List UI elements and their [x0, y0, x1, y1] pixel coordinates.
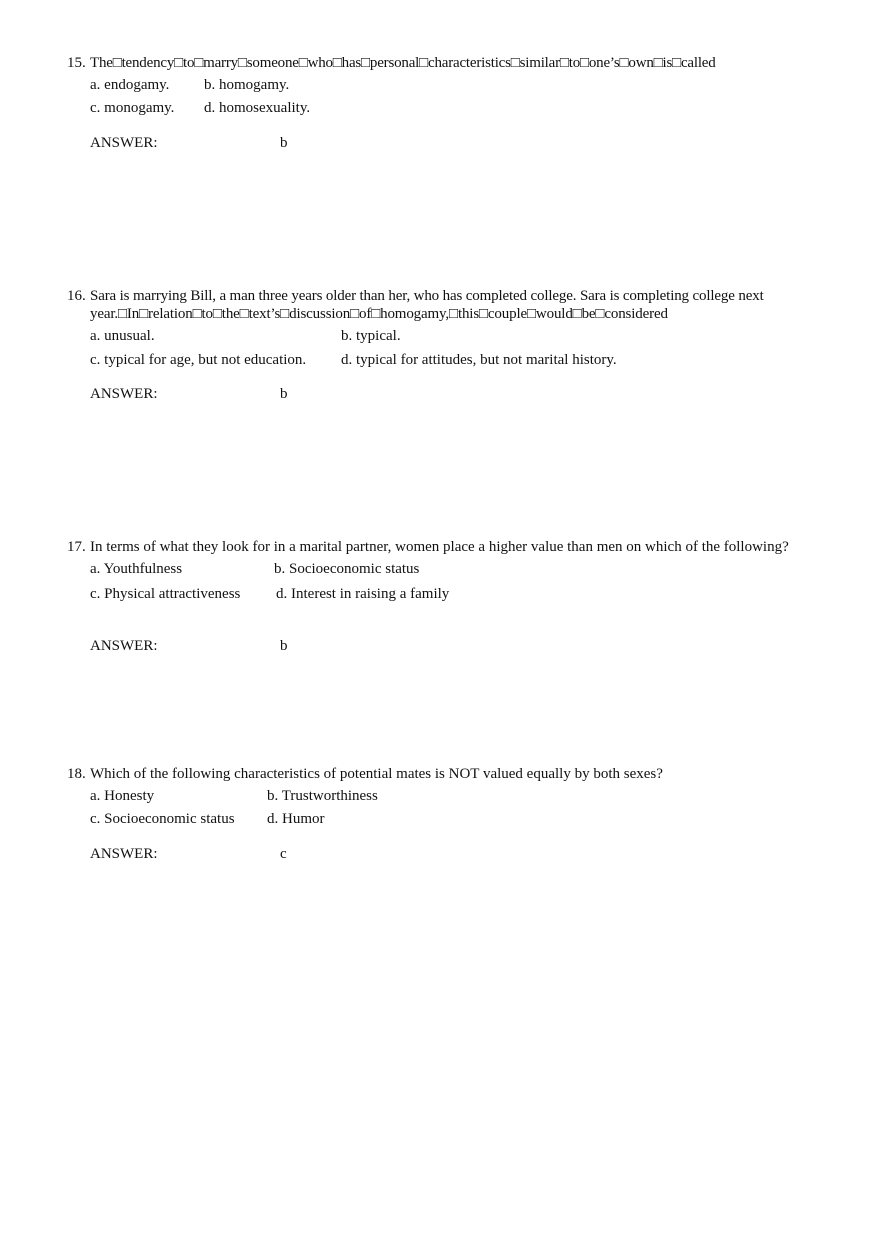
question-number: 18.: [67, 766, 86, 782]
question-text: In terms of what they look for in a marital partner, women place a higher value than men on which of the following?: [90, 539, 789, 555]
question-stem: [67, 765, 827, 783]
option-d: d. Humor: [267, 811, 325, 827]
question-text: Which of the following characteristics of potential mates is NOT valued equally by both sexes?: [90, 766, 663, 782]
question-number: 15.: [67, 55, 86, 71]
option-c: c. monogamy.: [90, 100, 175, 116]
answer-label: ANSWER:: [90, 638, 158, 654]
options-list: [90, 323, 827, 373]
option-b: b. typical.: [341, 328, 401, 344]
option-d: d. homosexuality.: [204, 100, 311, 116]
answer-label: ANSWER:: [90, 846, 158, 862]
answer-row: [90, 845, 287, 863]
question-text: The□tendency□to□marry□someone□who□has□personal□characteristics□similar□to□one’s□own□is□called: [90, 55, 716, 71]
option-b: b. Socioeconomic status: [274, 561, 420, 577]
option-c: c. Physical attractiveness: [90, 586, 241, 602]
options-list: [90, 556, 827, 606]
option-a: a. endogamy.: [90, 77, 170, 93]
question-number: 16.: [67, 288, 86, 304]
question-17: [67, 538, 827, 654]
option-d: d. Interest in raising a family: [276, 586, 450, 602]
question-stem: [67, 54, 827, 72]
answer-label: ANSWER:: [90, 386, 158, 402]
option-a: a. unusual.: [90, 328, 155, 344]
option-a: a. Honesty: [90, 788, 155, 804]
answer-row: [90, 134, 288, 152]
question-text: Sara is marrying Bill, a man three years older than her, who has completed college. Sara is completing college next year.□In□relation□to□the□text’s□discussion□of□homogamy,□this□couple□would□be□considered: [90, 288, 764, 322]
answer-row: [90, 637, 288, 655]
option-b: b. homogamy.: [204, 77, 290, 93]
question-number: 17.: [67, 539, 86, 555]
answer-value: b: [280, 135, 288, 151]
option-c: c. Socioeconomic status: [90, 811, 235, 827]
question-16: [67, 287, 827, 402]
option-c: c. typical for age, but not education.: [90, 352, 307, 368]
question-18: [67, 765, 827, 862]
option-d: d. typical for attitudes, but not marital history.: [341, 352, 617, 368]
answer-row: [90, 385, 288, 403]
question-stem: [67, 287, 827, 323]
option-a: a. Youthfulness: [90, 561, 183, 577]
answer-value: b: [280, 386, 288, 402]
question-stem: [67, 538, 827, 556]
option-b: b. Trustworthiness: [267, 788, 378, 804]
answer-label: ANSWER:: [90, 135, 158, 151]
options-list: [90, 72, 827, 122]
options-list: [90, 783, 827, 833]
answer-value: c: [280, 846, 287, 862]
question-15: [67, 54, 827, 151]
answer-value: b: [280, 638, 288, 654]
